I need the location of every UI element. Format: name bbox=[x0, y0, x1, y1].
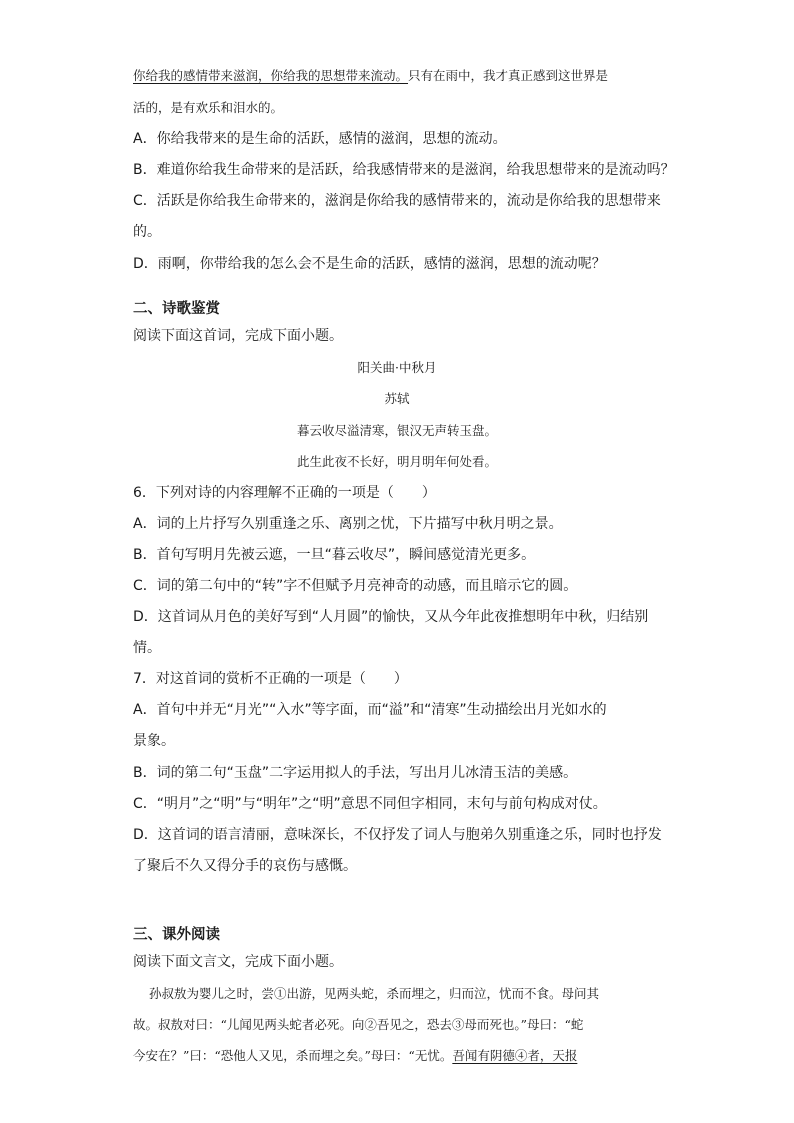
classical-text-line-3-plain: 今安在？”曰：“恐他人又见，杀而埋之矣。”母曰：“无忧。 bbox=[133, 1048, 453, 1063]
poem-author: 苏轼 bbox=[384, 391, 410, 406]
classical-text-line-2: 故。叔敖对曰：“儿闻见两头蛇者必死。向②吾见之，恐去③母而死也。”母曰：“蛇 bbox=[133, 1017, 584, 1032]
section-3-intro: 阅读下面文言文，完成下面小题。 bbox=[133, 954, 343, 970]
passage-line-1-rest: 只有在雨中，我才真正感到这世界是 bbox=[408, 68, 609, 83]
passage-line-2: 活的，是有欢乐和泪水的。 bbox=[133, 100, 284, 115]
q5-option-d: D．雨啊，你带给我的怎么会不是生命的活跃，感情的滋润，思想的流动呢？ bbox=[133, 256, 606, 272]
q5-option-c: C．活跃是你给我生命带来的，滋润是你给我的感情带来的，流动是你给我的思想带来 bbox=[133, 193, 661, 209]
q6-option-d: D．这首词从月色的美好写到“人月圆”的愉快，又从今年此夜推想明年中秋，归结别 bbox=[133, 609, 649, 625]
classical-text-underlined: 吾闻有阴德④者，天报 bbox=[452, 1048, 578, 1063]
poem-line-2: 此生此夜不长好，明月明年何处看。 bbox=[296, 454, 497, 469]
q7-option-b: B．词的第二句“玉盘”二字运用拟人的手法，写出月儿冰清玉洁的美感。 bbox=[133, 765, 578, 781]
q5-option-c-cont: 的。 bbox=[133, 224, 161, 240]
q6-option-a: A．词的上片抒写久别重逢之乐、离别之忧，下片描写中秋月明之景。 bbox=[133, 516, 563, 532]
q7-option-d-cont: 了聚后不久又得分手的哀伤与感慨。 bbox=[133, 858, 357, 874]
q7-option-d: D．这首词的语言清丽，意味深长，不仅抒发了词人与胞弟久别重逢之乐，同时也抒发 bbox=[133, 827, 662, 843]
passage-line-1 bbox=[133, 66, 608, 86]
q7-option-c: C．“明月”之“明”与“明年”之“明”意思不同但字相同，末句与前句构成对仗。 bbox=[133, 796, 607, 812]
passage-underlined-sentence: 你给我的感情带来滋润，你给我的思想带来流动。 bbox=[133, 68, 409, 83]
classical-text-line-3 bbox=[133, 1046, 577, 1066]
q6-option-d-cont: 情。 bbox=[133, 640, 161, 656]
section-3-heading: 三、课外阅读 bbox=[133, 927, 220, 943]
q5-option-a: A．你给我带来的是生命的活跃，感情的滋润，思想的流动。 bbox=[133, 131, 507, 147]
q5-option-b: B．难道你给我生命带来的是活跃，给我感情带来的是滋润，给我思想带来的是流动吗？ bbox=[133, 162, 675, 178]
q7-stem: 7．对这首词的赏析不正确的一项是（ ） bbox=[133, 671, 408, 687]
classical-text-line-1: 孙叔敖为婴儿之时，尝①出游，见两头蛇，杀而埋之，归而泣，忧而不食。母问其 bbox=[149, 986, 600, 1001]
section-2-intro: 阅读下面这首词，完成下面小题。 bbox=[133, 328, 343, 344]
poem-title: 阳关曲·中秋月 bbox=[357, 360, 437, 375]
poem-line-1: 暮云收尽溢清寒，银汉无声转玉盘。 bbox=[296, 423, 497, 438]
q6-stem: 6．下列对诗的内容理解不正确的一项是（ ） bbox=[133, 485, 436, 501]
q7-option-a-cont: 景象。 bbox=[133, 733, 175, 749]
section-2-heading: 二、诗歌鉴赏 bbox=[133, 301, 220, 317]
q6-option-c: C．词的第二句中的“转”字不但赋予月亮神奇的动感，而且暗示它的圆。 bbox=[133, 578, 578, 594]
q7-option-a: A．首句中并无“月光”“入水”等字面，而“溢”和“清寒”生动描绘出月光如水的 bbox=[133, 702, 607, 718]
q6-option-b: B．首句写明月先被云遮，一旦“暮云收尽”，瞬间感觉清光更多。 bbox=[133, 547, 536, 563]
